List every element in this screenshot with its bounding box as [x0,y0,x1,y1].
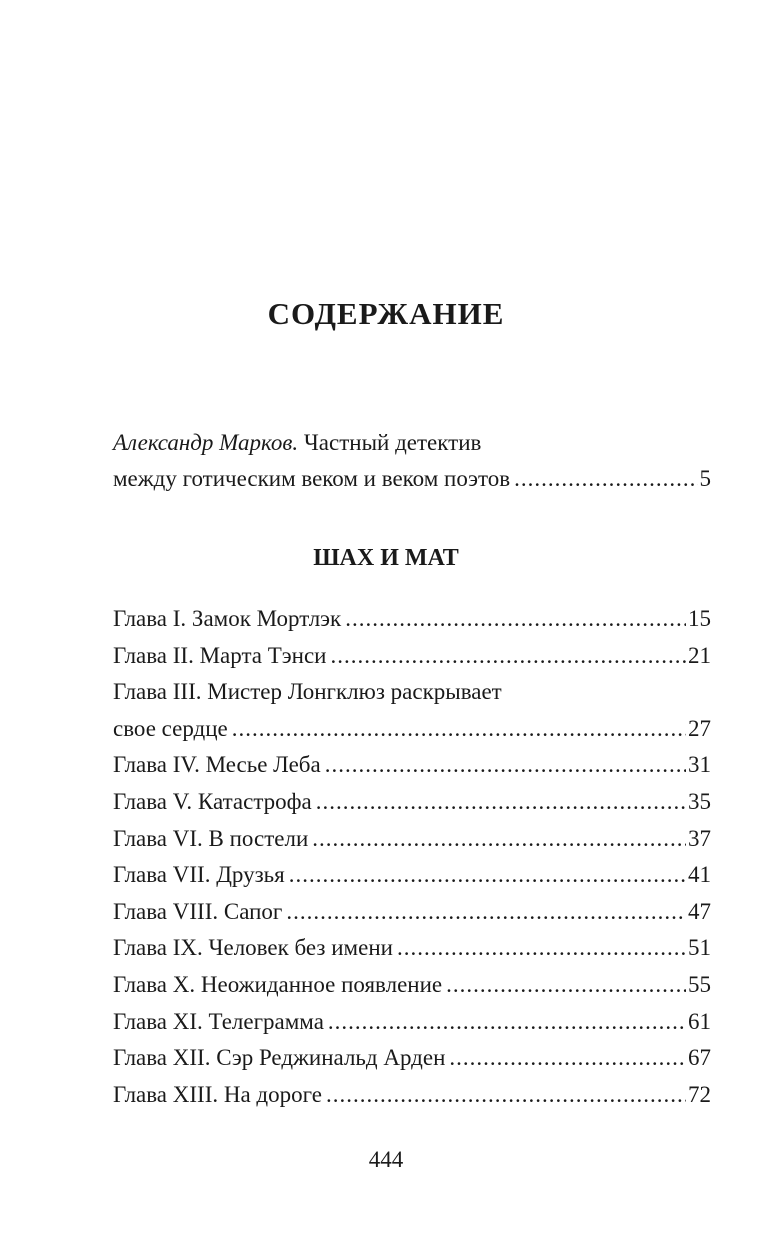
toc-entry-page: 61 [688,1008,711,1034]
intro-line-2 [113,461,711,498]
toc-entry [113,967,711,1004]
intro-entry [113,425,711,498]
leader-dots [330,638,686,675]
leader-dots [325,747,686,784]
toc-entry-page: 47 [688,898,711,924]
toc-entry-page: 67 [688,1045,711,1071]
toc-entry-label: Глава VIII. Сапог [113,898,283,924]
intro-title-part2: между готическим веком и веком поэтов [113,466,511,491]
toc-entry-label: Глава II. Марта Тэнси [113,642,327,668]
leader-dots [446,967,686,1004]
toc-entry-label: Глава III. Мистер Лонгклюз раскрывает [113,679,502,705]
toc-entry [113,821,711,858]
toc-entry-page: 15 [688,606,711,631]
toc-entry-page: 72 [688,1081,711,1107]
leader-dots [514,461,697,498]
leader-dots [232,711,686,748]
toc-entry-label: Глава XIII. На дороге [113,1081,322,1107]
toc-entry-page: 41 [688,862,711,888]
intro-title-part1: Частный детектив [298,430,482,455]
page-title: СОДЕРЖАНИЕ [267,296,505,331]
leader-dots [326,1077,686,1114]
leader-dots [345,601,686,638]
toc-entry-label: Глава I. Замок Мортлэк [113,606,342,631]
leader-dots [316,784,686,821]
toc-entry [113,894,711,931]
page-number: 444 [368,1147,404,1172]
toc-entry-label: Глава V. Катастрофа [113,788,312,814]
toc-entry [113,1004,711,1041]
toc-entry [113,1077,711,1114]
intro-page-number: 5 [699,466,711,491]
toc-entry-label: Глава XI. Телеграмма [113,1008,324,1034]
toc-entry [113,711,711,748]
toc-entry [113,674,711,711]
toc-entry [113,601,711,638]
leader-dots [449,1040,686,1077]
toc-entry-page: 35 [688,788,711,814]
leader-dots [286,894,686,931]
toc-entry-label: Глава IV. Месье Леба [113,752,321,778]
intro-line-1 [113,425,711,461]
toc-entry [113,784,711,821]
leader-dots [289,857,686,894]
toc-entry-label: свое сердце [113,715,228,741]
toc-list [113,601,711,1113]
toc-entry-label: Глава X. Неожиданное появление [113,971,443,997]
toc-entry [113,1040,711,1077]
toc-entry-label: Глава IX. Человек без имени [113,935,393,961]
toc-entry [113,747,711,784]
toc-entry [113,857,711,894]
leader-dots [397,930,686,967]
toc-entry-page: 37 [688,825,711,851]
toc-entry-page: 51 [688,935,711,961]
toc-entry-label: Глава VI. В постели [113,825,309,851]
toc-entry-page: 31 [688,752,711,778]
leader-dots [328,1004,686,1041]
toc-entry [113,930,711,967]
section-title: ШАХ И МАТ [313,545,459,571]
toc-entry [113,638,711,675]
toc-entry-page: 55 [688,971,711,997]
toc-entry-label: Глава VII. Друзья [113,862,285,888]
toc-entry-page: 27 [688,715,711,741]
intro-author: Александр Марков. [113,430,299,455]
toc-entry-label: Глава XII. Сэр Реджинальд Арден [113,1045,446,1071]
toc-entry-page: 21 [688,642,711,668]
leader-dots [312,821,686,858]
